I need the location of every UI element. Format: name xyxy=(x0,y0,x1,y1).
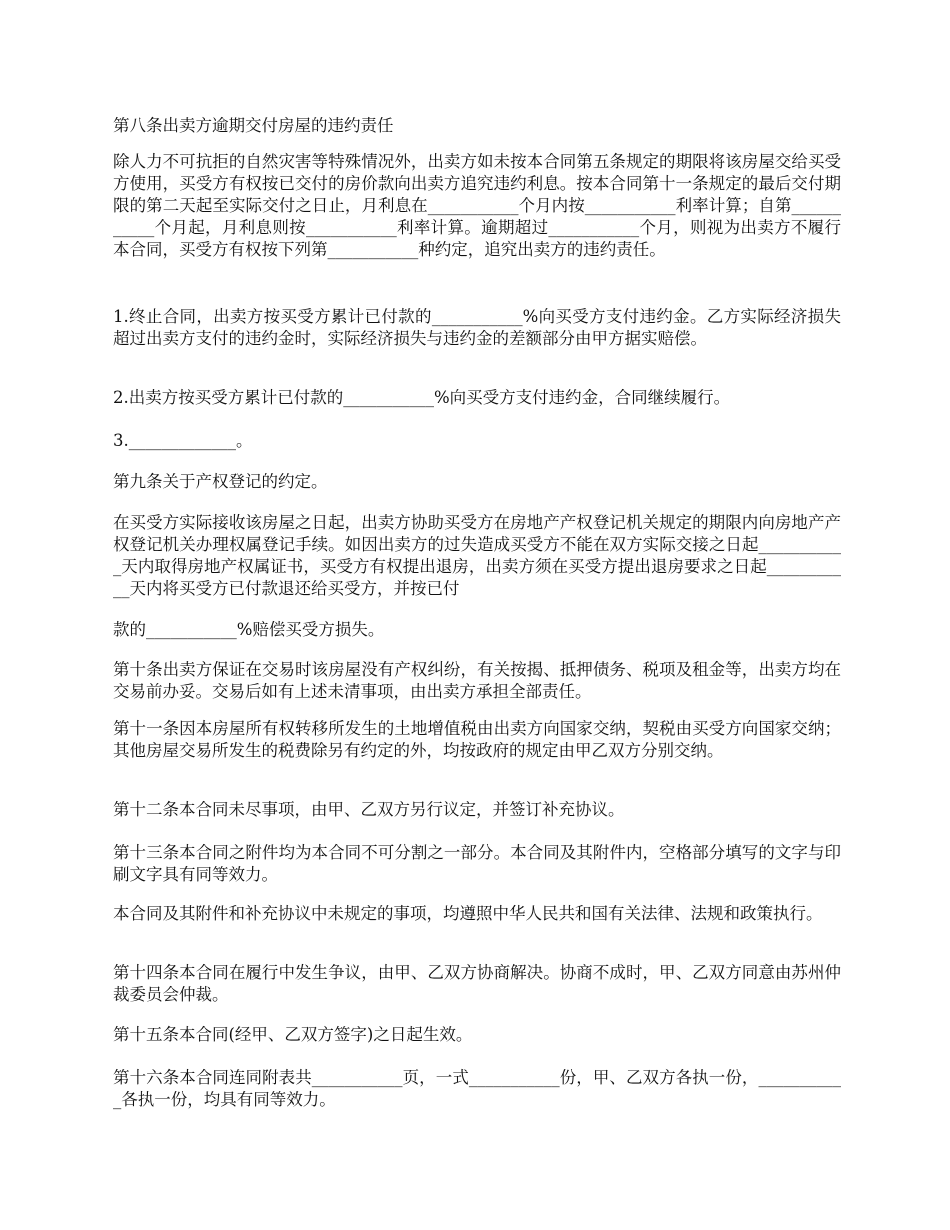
article-8-option-2: 2.出卖方按买受方累计已付款的___________%向买受方支付违约金，合同继续履行。 xyxy=(113,388,731,407)
article-12: 第十二条本合同未尽事项，由甲、乙双方另行议定，并签订补充协议。 xyxy=(113,800,625,819)
article-16: 第十六条本合同连同附表共___________页，一式___________份，甲、乙双方各执一份，___________各执一份，均具有同等效力。 xyxy=(113,1068,841,1109)
article-8-heading: 第八条出卖方逾期交付房屋的违约责任 xyxy=(113,116,394,135)
article-10: 第十条出卖方保证在交易时该房屋没有产权纠纷，有关按揭、抵押债务、税项及租金等，出卖方均在交易前办妥。交易后如有上述未清事项，由出卖方承担全部责任。 xyxy=(113,660,841,701)
article-8-option-3: 3._____________。 xyxy=(113,431,253,450)
article-13: 第十三条本合同之附件均为本合同不可分割之一部分。本合同及其附件内，空格部分填写的文字与印刷文字具有同等效力。 xyxy=(113,843,841,884)
article-8-option-1: 1.终止合同，出卖方按买受方累计已付款的___________%向买受方支付违约金。乙方实际经济损失超过出卖方支付的违约金时，实际经济损失与违约金的差额部分由甲方据实赔偿。 xyxy=(113,307,841,348)
article-9-heading: 第九条关于产权登记的约定。 xyxy=(113,472,328,491)
article-9-body-continued: 款的___________%赔偿买受方损失。 xyxy=(113,620,385,639)
article-11: 第十一条因本房屋所有权转移所发生的土地增值税由出卖方向国家交纳，契税由买受方向国家交纳；其他房屋交易所发生的税费除另有约定的外，均按政府的规定由甲乙双方分别交纳。 xyxy=(113,719,841,760)
article-15: 第十五条本合同(经甲、乙双方签字)之日起生效。 xyxy=(113,1025,473,1044)
article-14: 第十四条本合同在履行中发生争议，由甲、乙双方协商解决。协商不成时，甲、乙双方同意由苏州仲裁委员会仲裁。 xyxy=(113,963,841,1004)
article-8-body: 除人力不可抗拒的自然灾害等特殊情况外，出卖方如未按本合同第五条规定的期限将该房屋交给买受方使用，买受方有权按已交付的房价款向出卖方追究违约利息。按本合同第十一条规定的最后交付期限的第二天起至实际交付之日止，月利息在___________个月内按___________利率计算；自第___________个月起，月利息则按___________利率计算。逾期超过___________个月，则视为出卖方不履行本合同，买受方有权按下列第___________种约定，追究出卖方的违约责任。 xyxy=(113,152,841,259)
unregulated-matters-clause: 本合同及其附件和补充协议中未规定的事项，均遵照中华人民共和国有关法律、法规和政策执行。 xyxy=(113,904,823,923)
article-9-body: 在买受方实际接收该房屋之日起，出卖方协助买受方在房地产产权登记机关规定的期限内向房地产产权登记机关办理权属登记手续。如因出卖方的过失造成买受方不能在双方实际交接之日起___________天内取得房地产权属证书，买受方有权提出退房，出卖方须在买受方提出退房要求之日起___________天内将买受方已付款退还给买受方，并按已付 xyxy=(113,513,841,598)
